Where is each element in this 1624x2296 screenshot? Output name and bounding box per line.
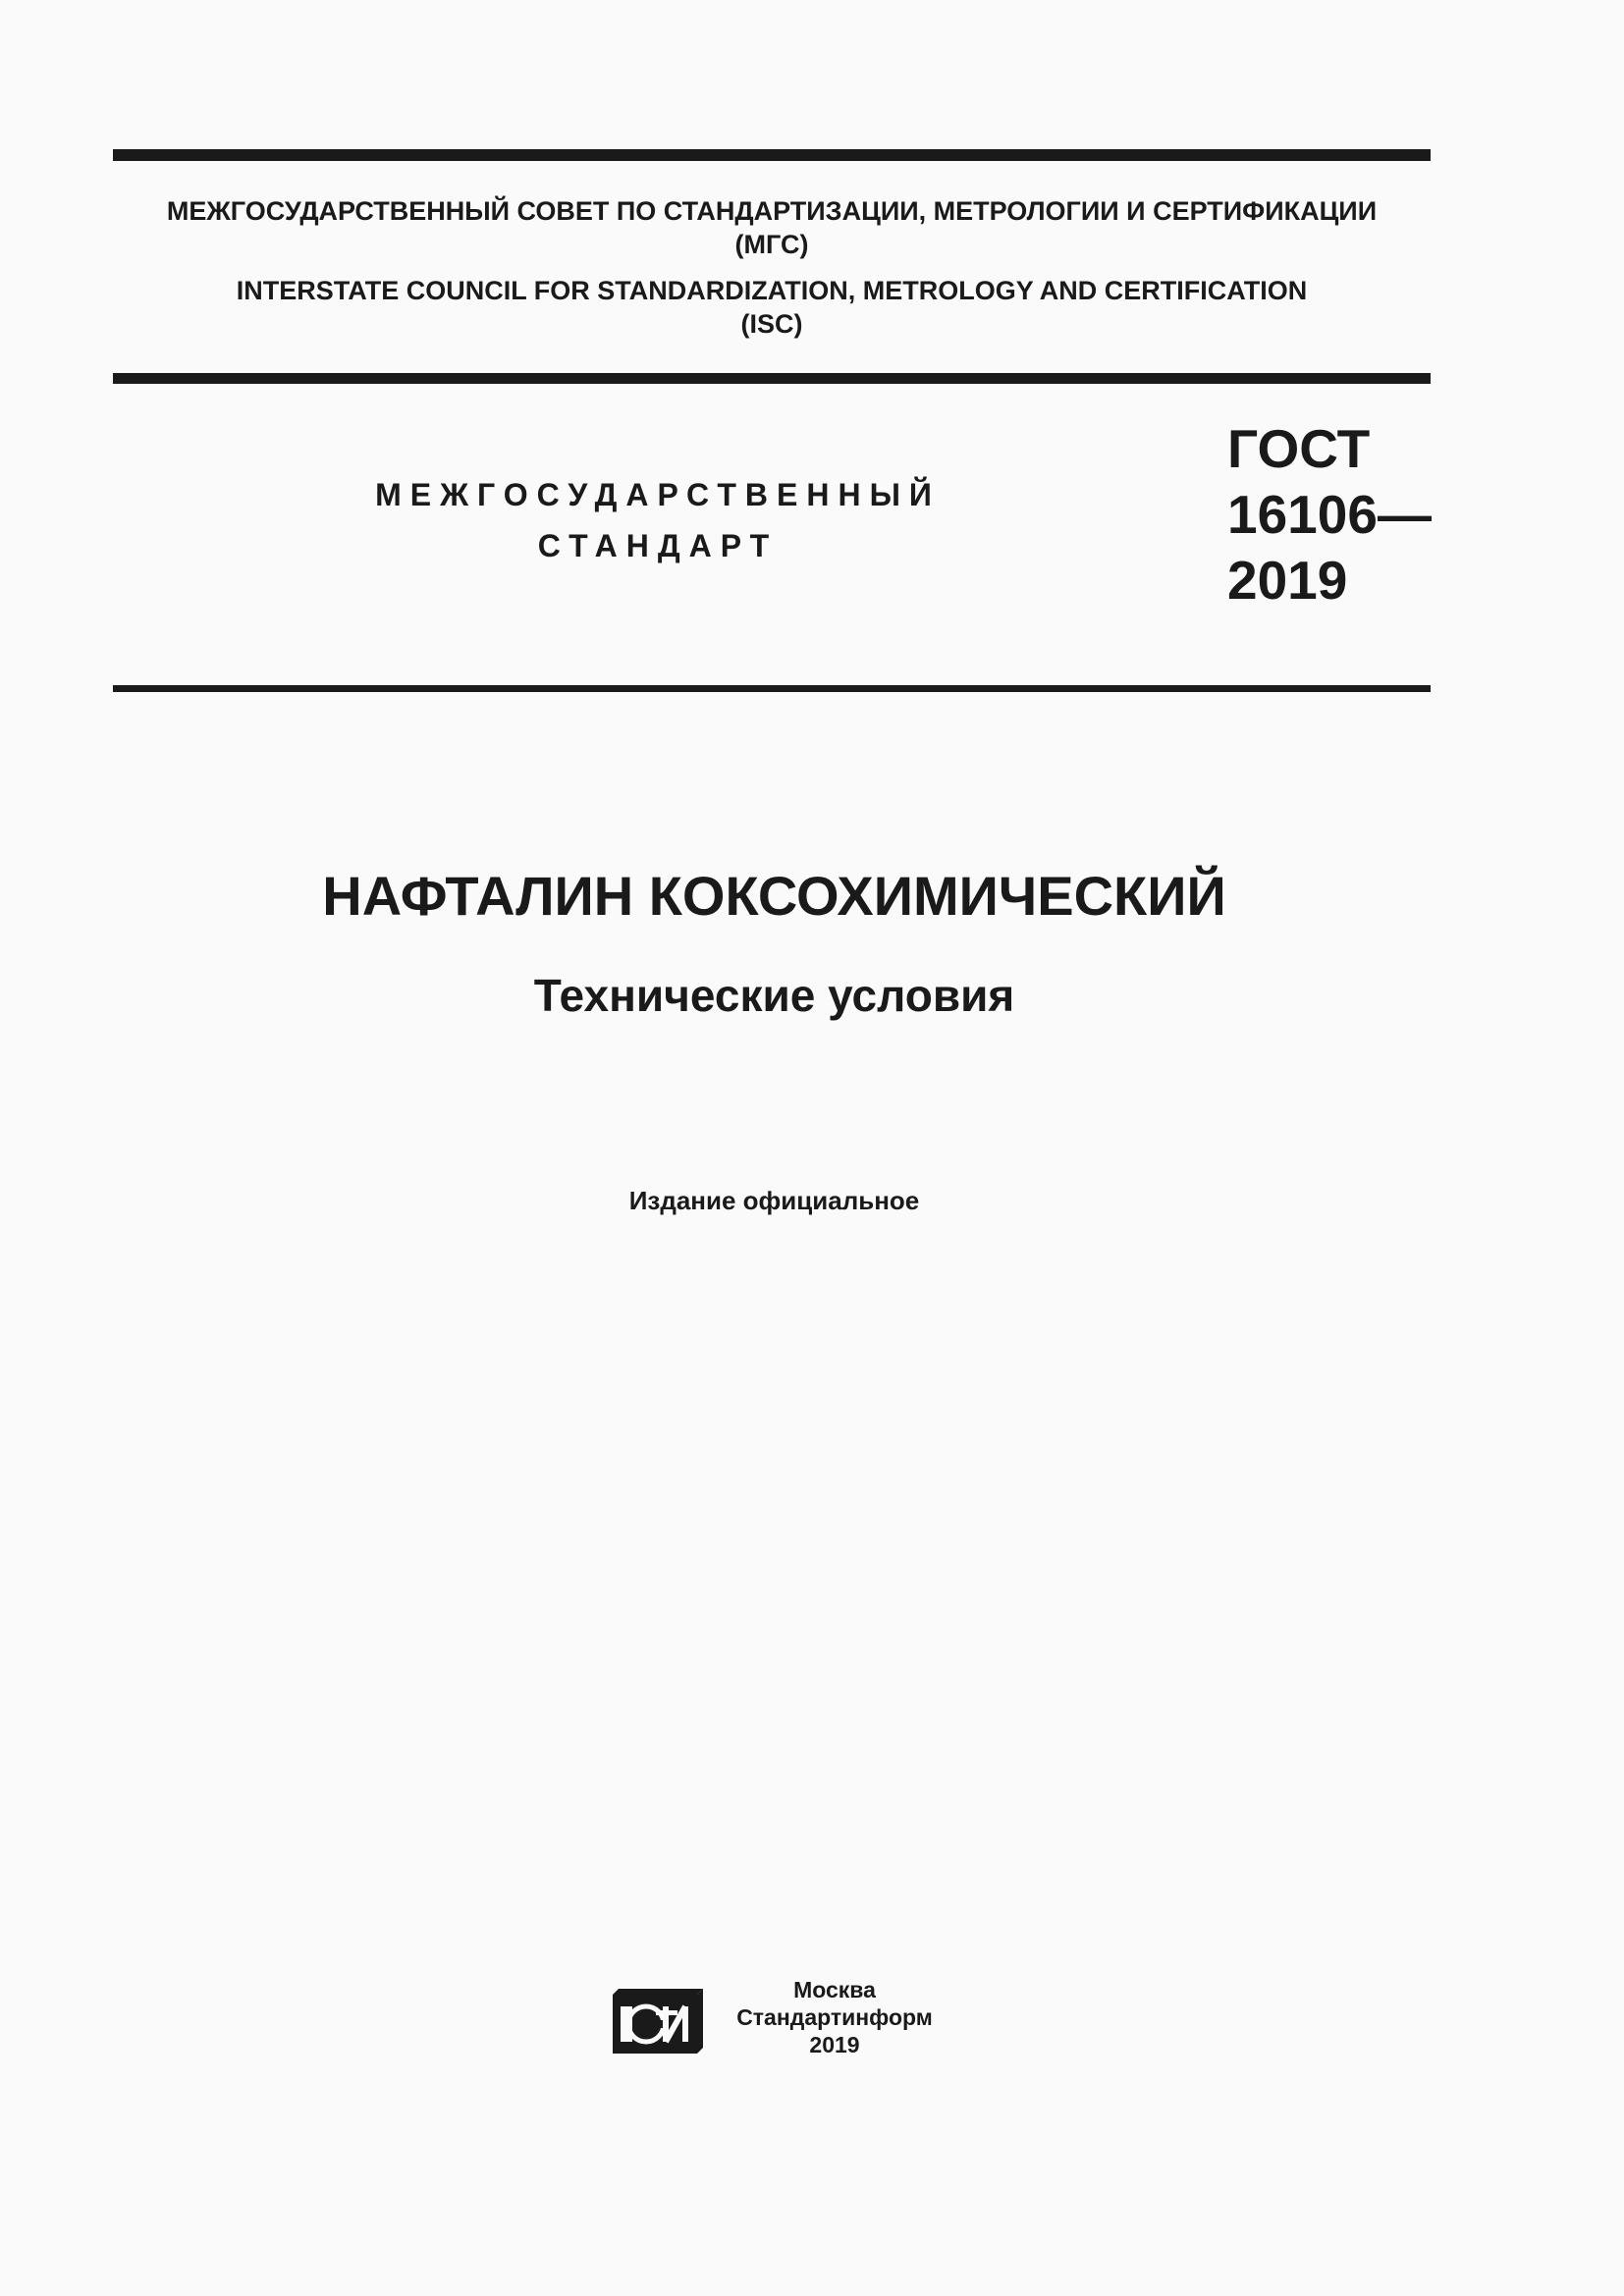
publisher-logo-icon <box>611 1981 705 2056</box>
council-ru <box>113 194 1431 261</box>
edition-label: Издание официальное <box>628 1186 920 1215</box>
document-subtitle: Технические условия <box>533 970 1015 1021</box>
lower-rule <box>113 685 1431 692</box>
publisher-name: Стандартинформ <box>736 2004 933 2030</box>
gost-line1: ГОСТ <box>1227 418 1371 479</box>
publisher-year: 2019 <box>809 2032 860 2057</box>
gost-line3: 2019 <box>1227 550 1348 611</box>
publisher-city: Москва <box>793 1977 876 2002</box>
standard-kind <box>324 469 992 571</box>
document-title: НАФТАЛИН КОКСОХИМИЧЕСКИЙ <box>322 865 1226 927</box>
gost-designation <box>1227 416 1432 614</box>
gost-line2: 16106— <box>1227 484 1432 545</box>
standard-kind-line1: МЕЖГОСУДАРСТВЕННЫЙ <box>375 477 941 512</box>
middle-rule <box>113 373 1431 384</box>
standard-kind-line2: СТАНДАРТ <box>537 528 779 563</box>
council-en <box>113 274 1431 341</box>
council-ru-name: МЕЖГОСУДАРСТВЕННЫЙ СОВЕТ ПО СТАНДАРТИЗАЦИИ, МЕТРОЛОГИИ И СЕРТИФИКАЦИИ <box>166 196 1378 226</box>
council-en-name: INTERSTATE COUNCIL FOR STANDARDIZATION, METROLOGY AND CERTIFICATION <box>236 276 1308 305</box>
top-rule <box>113 149 1431 161</box>
council-ru-abbr: (МГС) <box>734 230 809 259</box>
publisher-block <box>717 1976 952 2058</box>
council-en-abbr: (ISC) <box>740 309 803 339</box>
